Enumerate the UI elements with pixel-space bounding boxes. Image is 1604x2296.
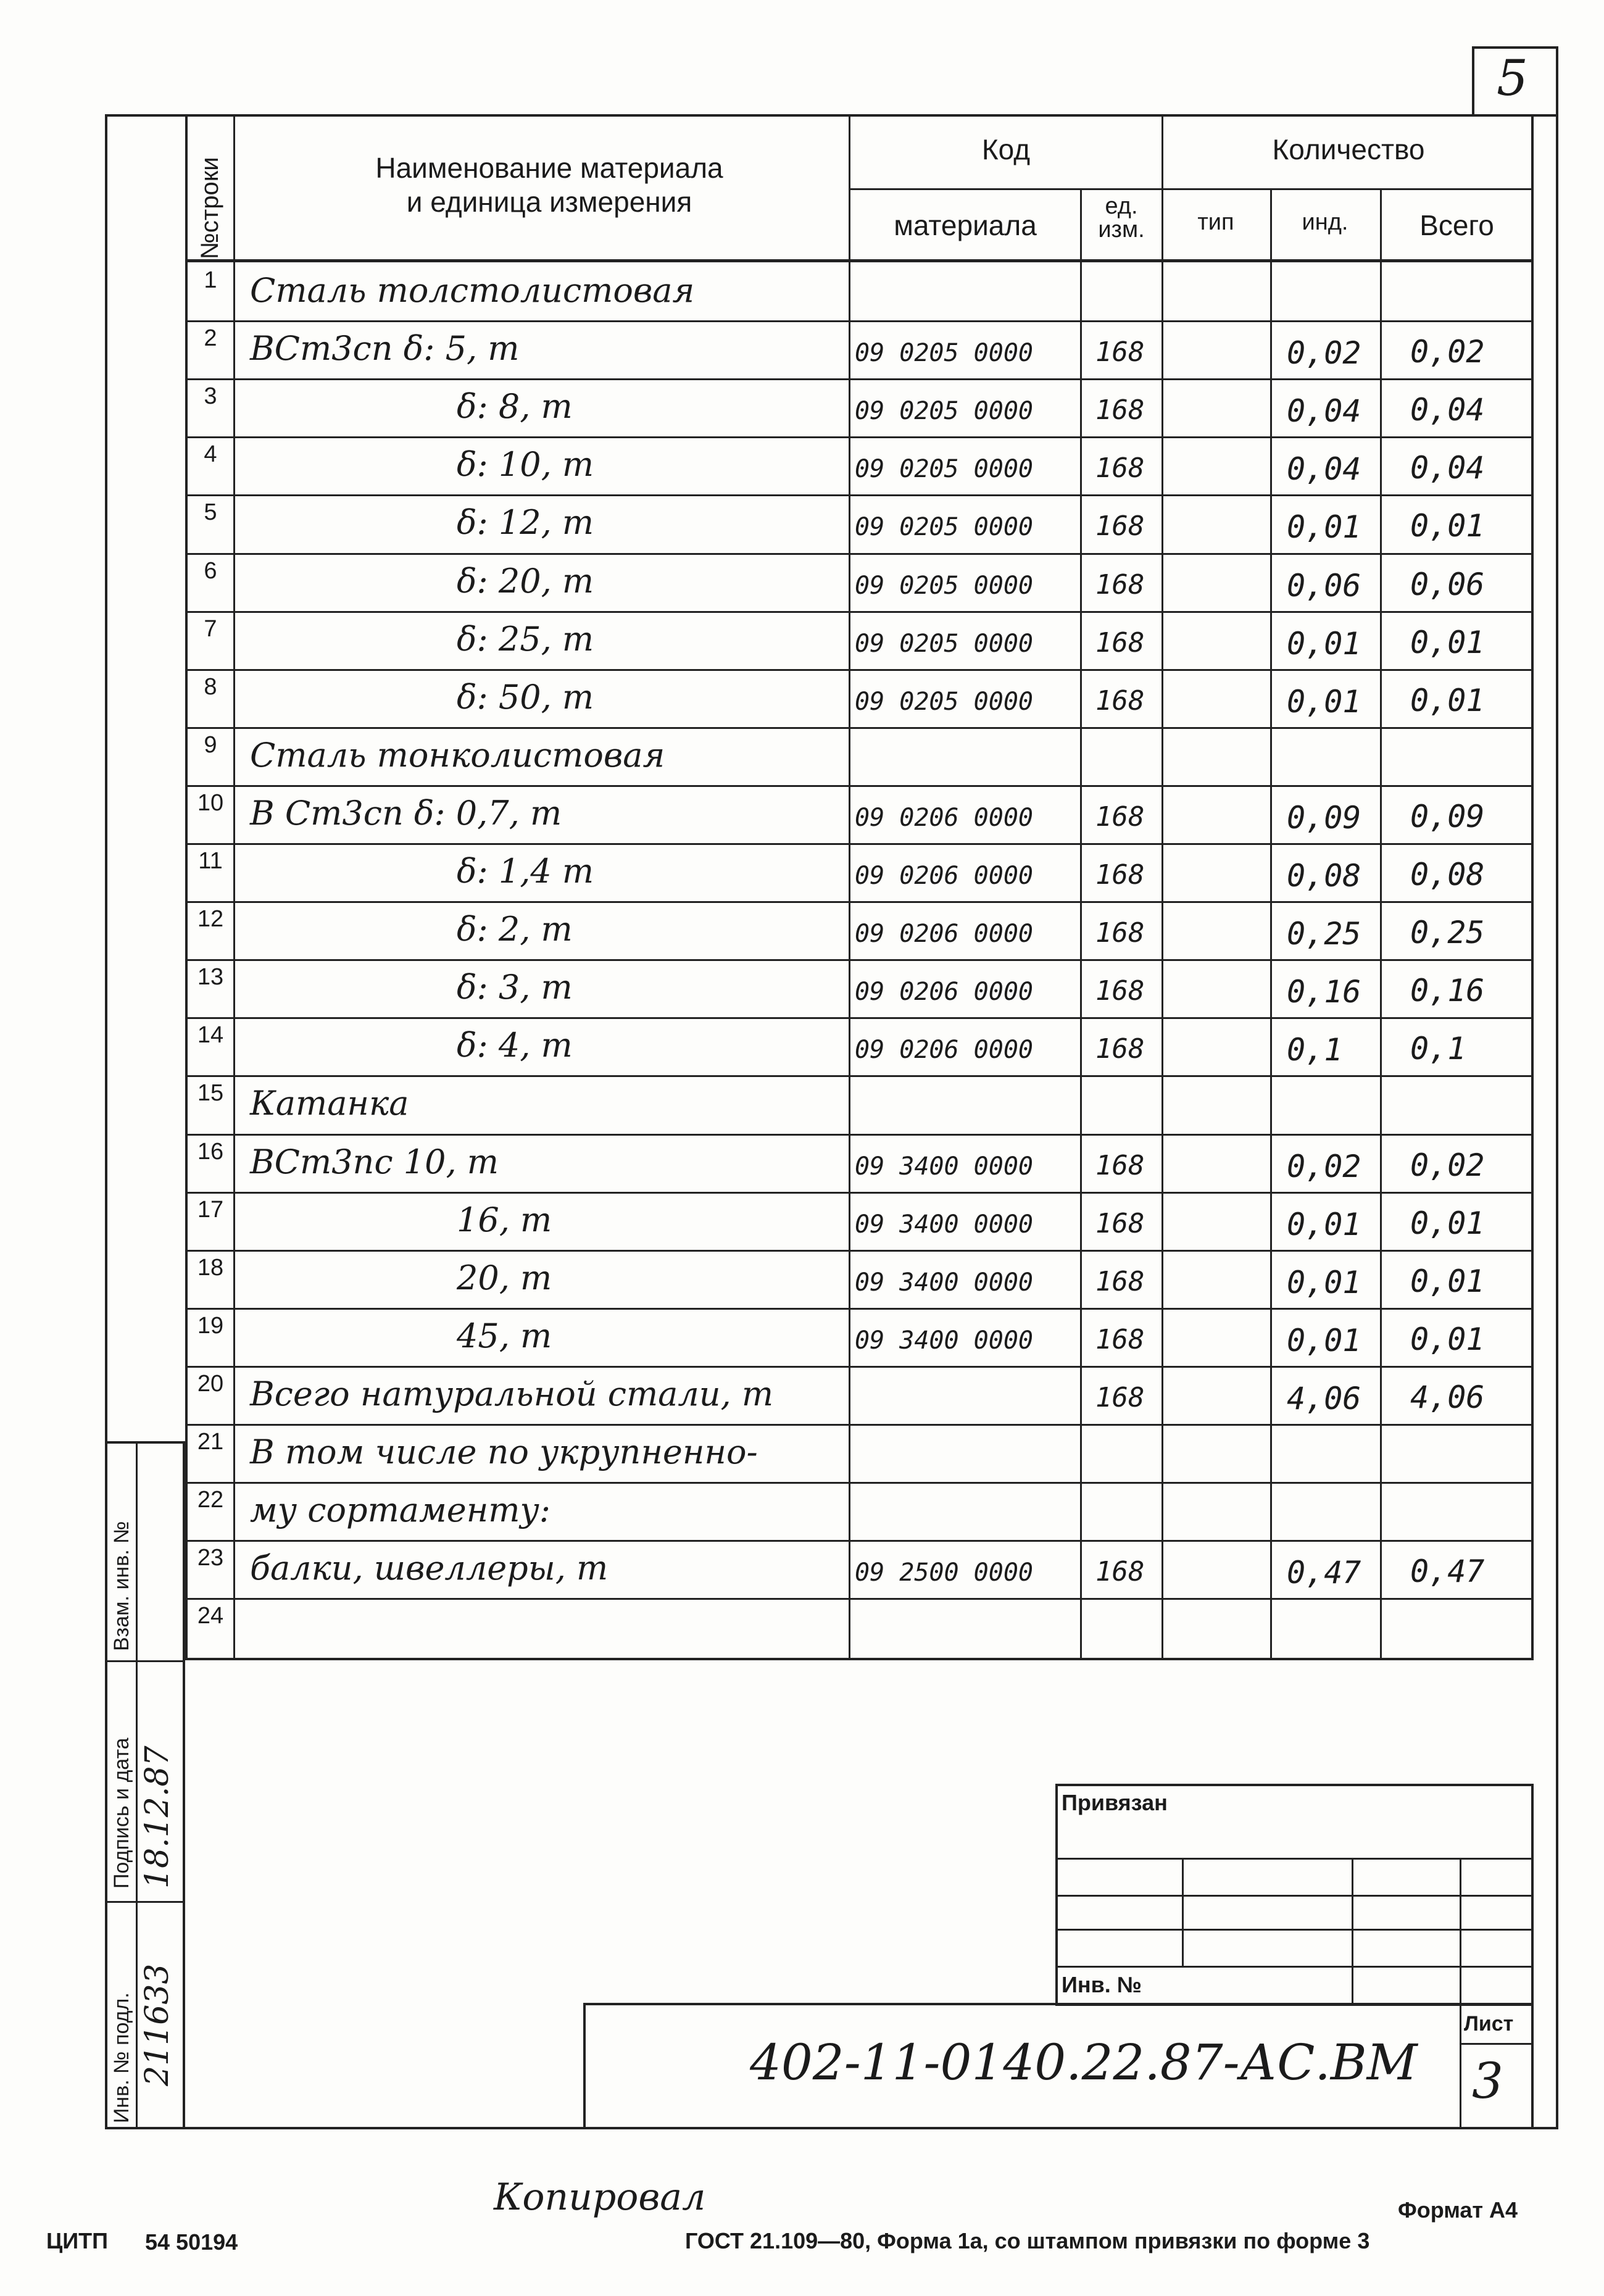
row-qty-total: 0,06	[1410, 566, 1485, 602]
row-material-code: 09 0205 0000	[855, 571, 1033, 600]
row-line	[185, 785, 1534, 787]
row-unit-code: 168	[1095, 568, 1145, 601]
row-material-name: δ: 50, т	[457, 677, 594, 717]
row-material-code: 09 3400 0000	[855, 1268, 1033, 1297]
row-unit-code: 168	[1095, 684, 1145, 717]
side-stamp-line-2	[105, 1901, 185, 1903]
row-unit-code: 168	[1095, 1207, 1145, 1239]
row-qty-total: 0,16	[1410, 973, 1485, 1009]
row-line	[185, 1075, 1534, 1077]
format-label: Формат А4	[1398, 2197, 1518, 2223]
col-line-rowno	[233, 114, 235, 1660]
row-line	[185, 1308, 1534, 1310]
row-qty-ind: 0,47	[1287, 1555, 1361, 1591]
header-qty-type: тип	[1197, 209, 1234, 235]
row-unit-code: 168	[1095, 1033, 1145, 1065]
row-unit-code: 168	[1095, 859, 1145, 891]
header-quantity: Количество	[1272, 133, 1425, 165]
side-stamp-line-1	[105, 1660, 185, 1662]
row-number: 7	[204, 615, 217, 642]
side-inv-podl-label: Инв. № подл.	[110, 1992, 133, 2123]
privyazan-line-4	[1055, 1966, 1534, 1968]
header-code-unit: ед. изм.	[1098, 193, 1145, 243]
row-material-code: 09 0206 0000	[855, 1036, 1033, 1065]
row-material-code: 09 0206 0000	[855, 803, 1033, 832]
row-qty-total: 0,01	[1410, 1321, 1485, 1357]
row-line	[185, 959, 1534, 961]
row-line	[185, 1424, 1534, 1426]
row-material-name: Катанка	[250, 1084, 409, 1123]
list-value: 3	[1472, 2052, 1503, 2110]
row-number: 20	[197, 1370, 224, 1397]
row-unit-code: 168	[1095, 801, 1145, 833]
row-qty-total: 0,47	[1410, 1554, 1485, 1590]
col-line-unit	[1161, 114, 1163, 1660]
privyazan-col-2	[1352, 1858, 1353, 2006]
row-line	[185, 553, 1534, 555]
row-number: 1	[204, 267, 217, 293]
row-line	[185, 378, 1534, 380]
row-line	[185, 436, 1534, 438]
privyazan-col-1	[1182, 1858, 1184, 1966]
row-qty-total: 0,09	[1410, 798, 1485, 834]
inv-no-label: Инв. №	[1062, 1972, 1142, 1997]
col-line-code	[1080, 188, 1082, 1660]
row-material-name: балки, швеллеры, т	[250, 1549, 609, 1588]
row-material-code: 09 0205 0000	[855, 513, 1033, 542]
row-number: 3	[204, 383, 217, 410]
row-number: 10	[197, 789, 224, 816]
row-number: 21	[197, 1429, 224, 1455]
row-number: 8	[204, 673, 217, 700]
row-qty-ind: 0,01	[1287, 1264, 1361, 1300]
row-unit-code: 168	[1095, 1556, 1145, 1588]
row-material-name: 16, т	[457, 1200, 552, 1239]
row-qty-ind: 0,09	[1287, 799, 1361, 836]
row-qty-total: 0,1	[1410, 1031, 1466, 1067]
row-material-code: 09 0205 0000	[855, 629, 1033, 658]
side-inv-podl-value: 211633	[139, 1963, 176, 2086]
row-line	[185, 611, 1534, 613]
order-number: 54 50194	[145, 2229, 238, 2255]
doc-code: 402-11-0140.22.87-АС.ВМ	[750, 2034, 1418, 2091]
side-podpis-value: 18.12.87	[139, 1745, 176, 1889]
row-qty-total: 4,06	[1410, 1379, 1485, 1415]
row-unit-code: 168	[1095, 510, 1145, 543]
row-number: 4	[204, 441, 217, 468]
row-material-code: 09 0205 0000	[855, 339, 1033, 368]
row-material-name: Всего натуральной стали, т	[250, 1374, 774, 1413]
row-material-code: 09 2500 0000	[855, 1558, 1033, 1587]
row-number: 23	[197, 1545, 224, 1571]
row-material-code: 09 3400 0000	[855, 1152, 1033, 1181]
org-label: ЦИТП	[46, 2228, 109, 2253]
row-unit-code: 168	[1095, 1381, 1145, 1413]
row-material-name: δ: 25, т	[457, 619, 594, 659]
row-line	[185, 1598, 1534, 1600]
row-unit-code: 168	[1095, 917, 1145, 949]
row-material-code: 09 0206 0000	[855, 978, 1033, 1007]
col-line-ind	[1380, 188, 1382, 1660]
row-qty-ind: 0,02	[1287, 335, 1361, 372]
row-qty-ind: 0,01	[1287, 509, 1361, 546]
row-unit-code: 168	[1095, 1149, 1145, 1181]
row-material-name: ВСт3пс 10, т	[250, 1142, 499, 1181]
row-line	[185, 843, 1534, 845]
row-line	[185, 494, 1534, 496]
row-material-code: 09 0206 0000	[855, 862, 1033, 890]
sheet-number-top: 5	[1497, 49, 1528, 107]
row-line	[185, 727, 1534, 729]
row-material-code: 09 3400 0000	[855, 1326, 1033, 1355]
row-material-name: 45, т	[457, 1316, 552, 1355]
header-code: Код	[981, 133, 1031, 165]
row-qty-total: 0,02	[1410, 1147, 1485, 1183]
row-qty-ind: 4,06	[1287, 1380, 1361, 1416]
list-col-line	[1460, 2003, 1461, 2129]
row-line	[185, 320, 1534, 322]
row-material-name: δ: 2, т	[457, 910, 573, 949]
row-number: 14	[197, 1022, 224, 1049]
row-qty-ind: 0,25	[1287, 916, 1361, 952]
privyazan-label: Привязан	[1062, 1790, 1168, 1815]
row-qty-ind: 0,06	[1287, 567, 1361, 604]
list-label: Лист	[1464, 2012, 1514, 2036]
col-line-name	[849, 114, 850, 1660]
side-podpis-label: Подпись и дата	[110, 1737, 133, 1889]
row-qty-ind: 0,04	[1287, 451, 1361, 488]
row-line	[185, 1482, 1534, 1484]
row-material-name: δ: 8, т	[457, 387, 573, 426]
gost-label: ГОСТ 21.109—80, Форма 1а, со штампом привязки по форме 3	[685, 2228, 1370, 2253]
row-line	[185, 901, 1534, 903]
row-qty-ind: 0,02	[1287, 1148, 1361, 1184]
row-line	[185, 1250, 1534, 1252]
row-qty-ind: 0,1	[1287, 1032, 1343, 1068]
privyazan-col-3	[1460, 1858, 1461, 2006]
row-material-name: 20, т	[457, 1258, 552, 1297]
row-number: 6	[204, 557, 217, 584]
row-number: 11	[198, 848, 223, 874]
row-qty-total: 0,01	[1410, 508, 1485, 544]
header-qty-total: Всего	[1419, 209, 1494, 241]
header-row-no: №строки	[196, 157, 223, 259]
row-number: 5	[204, 499, 217, 526]
side-vzam-label: Взам. инв. №	[110, 1521, 133, 1651]
side-stamp-divider	[136, 1441, 138, 2129]
row-qty-total: 0,08	[1410, 857, 1485, 892]
row-qty-total: 0,01	[1410, 1205, 1485, 1241]
row-material-name: δ: 10, т	[457, 445, 594, 485]
row-line	[185, 1134, 1534, 1136]
privyazan-line-1	[1055, 1858, 1534, 1860]
list-row-line	[1460, 2043, 1534, 2045]
row-number: 22	[197, 1487, 224, 1513]
row-number: 2	[204, 325, 217, 352]
row-number: 15	[197, 1080, 224, 1107]
row-material-name: Сталь тонколистовая	[250, 735, 665, 775]
row-line	[185, 1192, 1534, 1194]
row-material-code: 09 3400 0000	[855, 1210, 1033, 1239]
row-qty-ind: 0,01	[1287, 1206, 1361, 1242]
row-number: 9	[204, 731, 217, 758]
row-number: 12	[197, 906, 224, 933]
row-material-name: δ: 1,4 т	[457, 852, 594, 891]
row-unit-code: 168	[1095, 1265, 1145, 1297]
row-number: 16	[197, 1138, 224, 1165]
row-number: 24	[197, 1603, 224, 1629]
privyazan-line-3	[1055, 1929, 1534, 1931]
row-material-name: В том числе по укрупненно-	[250, 1433, 758, 1471]
row-qty-total: 0,01	[1410, 624, 1485, 660]
header-bottom-line	[185, 259, 1534, 262]
row-qty-total: 0,01	[1410, 682, 1485, 718]
row-material-name: ВСт3сп δ: 5, т	[250, 329, 520, 368]
row-material-code: 09 0205 0000	[855, 397, 1033, 426]
header-code-material: материала	[894, 209, 1037, 241]
col-line-type	[1270, 188, 1272, 1660]
row-unit-code: 168	[1095, 626, 1145, 659]
row-qty-total: 0,04	[1410, 392, 1485, 428]
row-material-name: В Ст3сп δ: 0,7, т	[250, 793, 562, 833]
row-unit-code: 168	[1095, 1323, 1145, 1355]
header-qty-ind: инд.	[1302, 209, 1348, 235]
row-unit-code: 168	[1095, 394, 1145, 426]
row-qty-ind: 0,01	[1287, 1322, 1361, 1358]
header-name: Наименование материала и единица измерения	[375, 152, 723, 218]
row-line	[185, 1366, 1534, 1368]
header-split-line	[849, 188, 1534, 190]
row-line	[185, 1540, 1534, 1542]
row-qty-total: 0,02	[1410, 334, 1485, 370]
row-qty-total: 0,25	[1410, 915, 1485, 951]
row-line	[185, 669, 1534, 671]
row-qty-ind: 0,16	[1287, 974, 1361, 1010]
row-number: 17	[197, 1196, 224, 1223]
row-material-name: Сталь толстолистовая	[250, 271, 695, 310]
row-unit-code: 168	[1095, 452, 1145, 485]
row-material-code: 09 0205 0000	[855, 455, 1033, 484]
row-material-name: δ: 12, т	[457, 503, 594, 543]
row-number: 13	[197, 964, 224, 991]
row-unit-code: 168	[1095, 336, 1145, 368]
row-material-name: δ: 4, т	[457, 1026, 573, 1065]
privyazan-line-2	[1055, 1895, 1534, 1897]
row-qty-total: 0,01	[1410, 1263, 1485, 1299]
row-number: 19	[197, 1312, 224, 1339]
row-qty-ind: 0,01	[1287, 625, 1361, 662]
row-material-name: δ: 20, т	[457, 561, 594, 601]
kopiroval-signature: Копировал	[494, 2176, 706, 2219]
row-material-code: 09 0206 0000	[855, 920, 1033, 949]
row-material-code: 09 0205 0000	[855, 687, 1033, 716]
row-material-name: му сортаменту:	[250, 1491, 551, 1530]
row-number: 18	[197, 1254, 224, 1281]
row-unit-code: 168	[1095, 975, 1145, 1007]
row-qty-ind: 0,01	[1287, 683, 1361, 720]
row-qty-ind: 0,04	[1287, 393, 1361, 430]
row-line	[185, 1017, 1534, 1019]
row-qty-total: 0,04	[1410, 450, 1485, 486]
row-material-name: δ: 3, т	[457, 968, 573, 1007]
row-qty-ind: 0,08	[1287, 858, 1361, 894]
